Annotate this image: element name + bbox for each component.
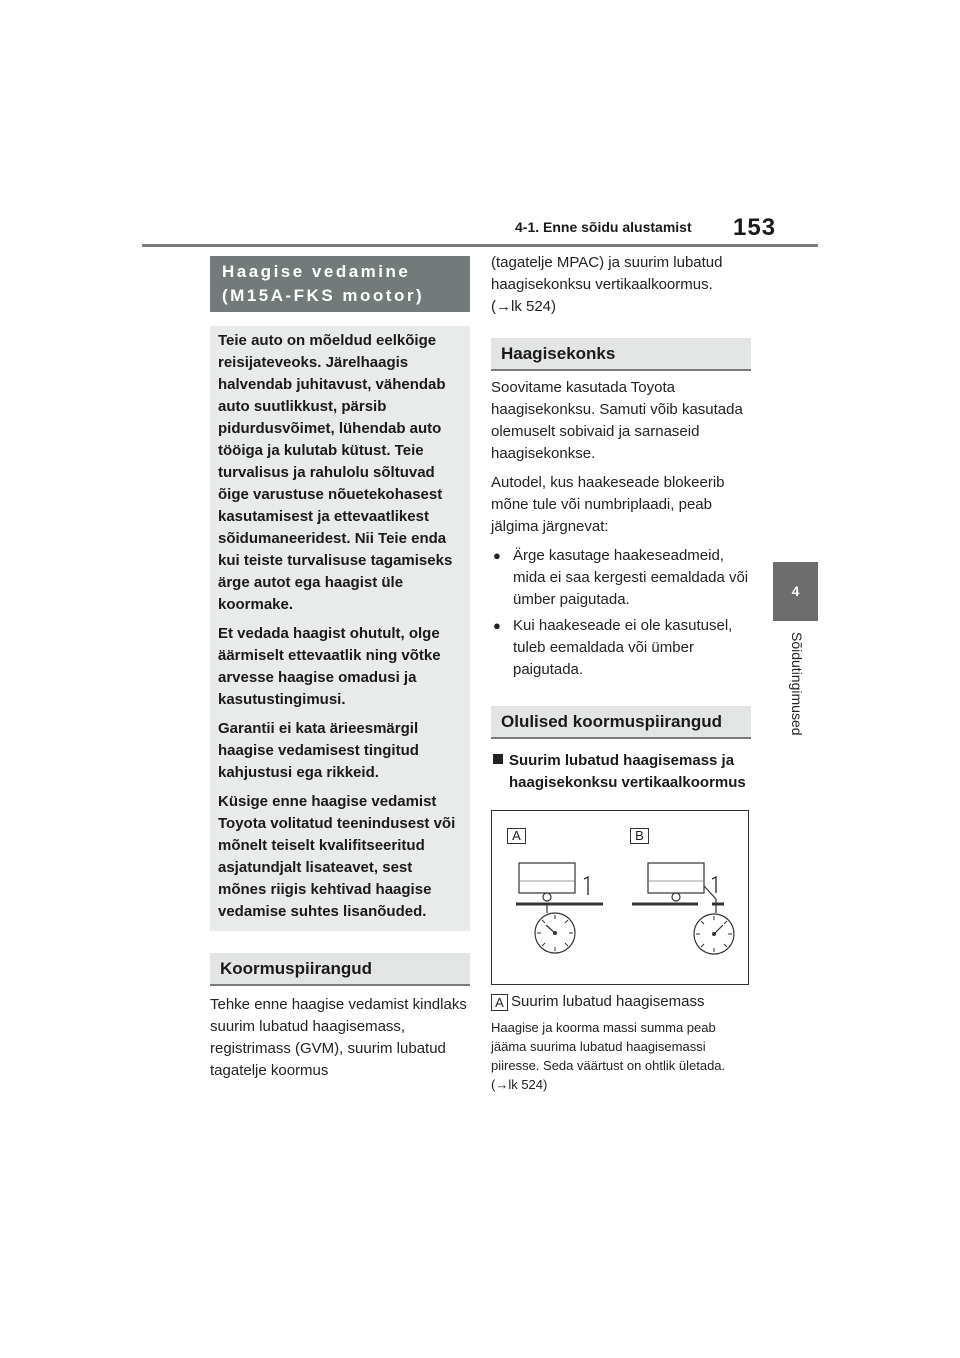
- caption-label: A: [491, 994, 508, 1011]
- hitch-paragraph: Autodel, kus haakeseade blokeerib mõne tule või numbriplaadi, peab jälgima järgnevat:: [491, 474, 725, 535]
- warning-paragraph: Küsige enne haagise vedamist Toyota volitatud teenindusest või mõnelt teiselt kvalifitseeritud asjatundjalt lisateavet, sest mõnes riigis kehtivad haagise vedamise suhtes lisanõuded.: [218, 793, 456, 920]
- warning-paragraph: Et vedada haagist ohutult, olge äärmiselt ettevaatlik ning võtke arvesse haagise omadusi ja kasutustingimusi.: [218, 625, 441, 708]
- chapter-tab-label: Sõidutingimused: [789, 632, 805, 736]
- continuation-text: (tagatelje MPAC) ja suurim lubatud haagisekonksu vertikaalkoormus.: [491, 254, 723, 293]
- load-limits-text: Tehke enne haagise vedamist kindlaks suurim lubatud haagisemass, registrimass (GVM), suurim lubatud tagatelje koormus: [210, 996, 467, 1079]
- trailer-scale-illustration: [492, 811, 748, 984]
- caption-body: Haagise ja koorma massi summa peab jääma suurima lubatud haagisemassi piiresse. Seda väärtust on ohtlik ületada.: [491, 1020, 726, 1073]
- bullet-item: ● Kui haakeseade ei ole kasutusel, tuleb eemaldada või ümber paigutada.: [491, 615, 751, 681]
- load-limits-heading: Koormuspiirangud: [210, 953, 470, 986]
- limits-heading: Olulised koormuspiirangud: [491, 706, 751, 739]
- header-divider: [142, 244, 818, 247]
- sub-heading: Suurim lubatud haagisemass ja haagisekonksu vertikaalkoormus: [491, 750, 751, 794]
- figure-label-b: B: [630, 828, 649, 844]
- caption-title: Suurim lubatud haagisemass: [511, 993, 705, 1010]
- hitch-heading: Haagisekonks: [491, 338, 751, 371]
- hitch-paragraph: Soovitame kasutada Toyota haagisekonksu. Samuti võib kasutada olemuselt sobivaid ja sarnaseid haagisekonkse.: [491, 379, 743, 462]
- chapter-tab[interactable]: 4: [773, 562, 818, 621]
- right-column: [491, 252, 751, 1094]
- bullet-item: ● Ärge kasutage haakeseadmeid, mida ei saa kergesti eemaldada või ümber paigutada.: [491, 545, 751, 611]
- warning-paragraph: Garantii ei kata ärieesmärgil haagise vedamisest tingitud kahjustusi ega rikkeid.: [218, 720, 419, 781]
- left-column: [210, 256, 470, 1082]
- continuation-ref[interactable]: (→lk 524): [491, 298, 557, 315]
- caption-text: [491, 1018, 751, 1094]
- warning-box: [210, 326, 470, 931]
- page-title: Haagise vedamine (M15A-FKS mootor): [210, 256, 470, 312]
- figure-label-a: A: [507, 828, 526, 844]
- section-header: 4-1. Enne sõidu alustamist: [515, 219, 692, 235]
- caption-ref[interactable]: (→lk 524): [491, 1077, 548, 1092]
- page-number: 153: [733, 214, 777, 241]
- load-limit-figure: [491, 810, 749, 985]
- warning-paragraph: Teie auto on mõeldud eelkõige reisijateveoks. Järelhaagis halvendab juhitavust, vähendab auto suutlikkust, pärsib pidurdusvõimet, lühendab auto tööiga ja kulutab kütust. Teie turvalisus ja rahulolu sõltuvad õige varustuse nõuetekohasest kasutamisest ja ettevaatlikest sõidumaneeridest. Nii Teie enda kui teiste turvalisuse tagamiseks ärge autot ega haagist üle koormake.: [218, 332, 453, 613]
- figure-caption: [491, 991, 751, 1013]
